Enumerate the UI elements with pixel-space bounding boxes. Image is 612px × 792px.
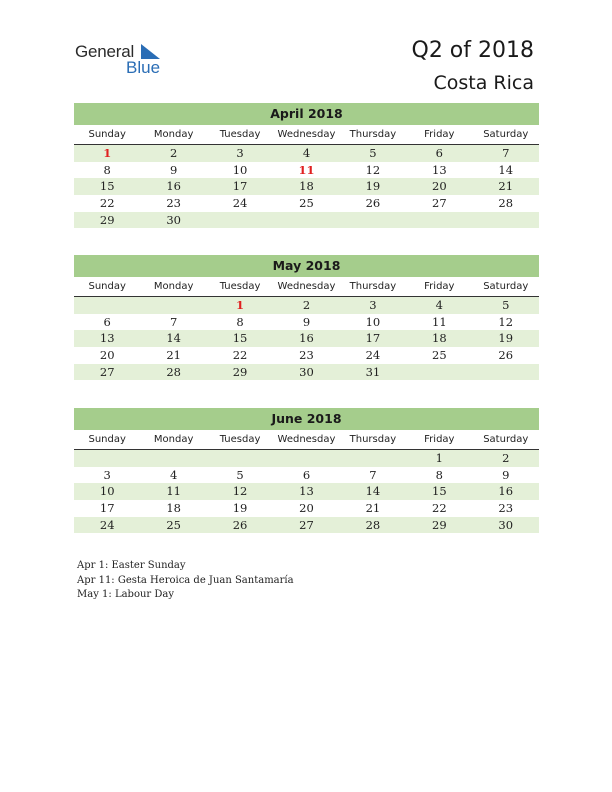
day-cell: 22	[99, 196, 115, 211]
holiday-note: Apr 11: Gesta Heroica de Juan Santamaría	[77, 574, 294, 586]
day-cell: 13	[299, 484, 314, 499]
weekday-label: Friday	[424, 129, 455, 140]
holiday-notes	[77, 559, 294, 603]
day-cell: 11	[298, 162, 315, 177]
brand-logo	[75, 42, 175, 82]
week-row	[74, 483, 539, 500]
month-title: June 2018	[74, 408, 539, 430]
day-cell: 19	[498, 331, 514, 346]
day-cell: 6	[302, 467, 311, 482]
page-subtitle: Costa Rica	[433, 72, 534, 94]
weekday-label: Saturday	[483, 129, 529, 140]
day-cell: 17	[99, 501, 115, 516]
day-cell: 10	[99, 484, 115, 499]
day-cell: 22	[432, 501, 447, 516]
day-cell: 4	[302, 146, 311, 160]
day-cell: 10	[232, 162, 248, 177]
day-cell: 28	[166, 364, 181, 379]
day-cell: 23	[498, 501, 514, 516]
day-cell: 24	[232, 196, 248, 211]
day-cell: 25	[432, 348, 447, 363]
day-cell: 27	[432, 196, 447, 211]
day-cell: 18	[299, 179, 314, 194]
day-cell: 5	[369, 146, 377, 160]
week-row	[74, 297, 539, 314]
day-cell: 24	[365, 348, 381, 363]
day-cell: 16	[498, 484, 514, 499]
day-cell: 13	[432, 162, 447, 177]
month-title: May 2018	[74, 255, 539, 277]
weekday-label: Wednesday	[277, 129, 336, 140]
weekday-header-row	[74, 430, 539, 450]
week-row	[74, 195, 539, 212]
weekday-label: Monday	[153, 129, 194, 140]
week-row	[74, 178, 539, 195]
day-cell: 30	[498, 517, 514, 532]
day-cell: 2	[502, 451, 510, 465]
day-cell: 21	[498, 179, 514, 194]
day-cell: 22	[232, 348, 248, 363]
day-cell: 26	[365, 196, 381, 211]
day-cell: 23	[166, 196, 181, 211]
month-calendar-june	[74, 408, 539, 533]
day-cell	[140, 450, 206, 467]
weekday-header-row	[74, 125, 539, 145]
day-cell: 19	[232, 501, 248, 516]
day-cell: 28	[365, 517, 381, 532]
day-cell: 8	[103, 162, 111, 177]
day-cell: 15	[232, 331, 248, 346]
holiday-note: May 1: Labour Day	[77, 589, 174, 600]
day-cell: 31	[365, 364, 381, 379]
weekday-label: Sunday	[88, 281, 126, 292]
weekday-label: Wednesday	[277, 281, 336, 292]
weeks-container	[74, 145, 539, 228]
day-cell: 20	[432, 179, 447, 194]
day-cell	[74, 450, 140, 467]
day-cell: 20	[299, 501, 314, 516]
page-title: Q2 of 2018	[411, 38, 534, 63]
brand-general-text: General	[75, 42, 135, 61]
week-row	[74, 347, 539, 364]
day-cell: 12	[365, 162, 381, 177]
day-cell	[273, 450, 339, 467]
day-cell: 17	[232, 179, 248, 194]
month-calendar-april	[74, 103, 539, 228]
weekday-label: Saturday	[483, 434, 529, 445]
weekday-header-row	[74, 277, 539, 297]
day-cell: 6	[103, 314, 111, 329]
day-cell: 27	[299, 517, 314, 532]
day-cell	[473, 364, 539, 381]
month-title: April 2018	[74, 103, 539, 125]
day-cell: 30	[299, 364, 314, 379]
weekday-label: Thursday	[349, 281, 397, 292]
weekday-label: Saturday	[483, 281, 529, 292]
weekday-label: Monday	[153, 281, 194, 292]
day-cell: 6	[435, 146, 443, 160]
weekday-label: Sunday	[88, 434, 126, 445]
day-cell	[406, 212, 472, 229]
day-cell	[140, 297, 206, 314]
day-cell: 14	[166, 331, 181, 346]
day-cell: 25	[299, 196, 314, 211]
day-cell: 3	[103, 467, 111, 482]
day-cell	[273, 212, 339, 229]
week-row	[74, 500, 539, 517]
day-cell: 12	[232, 484, 248, 499]
day-cell: 9	[169, 162, 178, 177]
day-cell	[406, 364, 472, 381]
day-cell: 29	[232, 364, 248, 379]
day-cell: 9	[502, 467, 510, 482]
day-cell: 25	[166, 517, 181, 532]
day-cell: 5	[502, 298, 510, 312]
weekday-label: Sunday	[88, 129, 126, 140]
day-cell: 29	[99, 212, 115, 227]
day-cell: 23	[299, 348, 314, 363]
day-cell: 8	[236, 314, 244, 329]
day-cell: 1	[103, 146, 112, 160]
day-cell: 5	[236, 467, 244, 482]
day-cell: 13	[99, 331, 115, 346]
day-cell: 30	[166, 212, 181, 227]
day-cell: 18	[432, 331, 447, 346]
day-cell: 2	[302, 298, 311, 312]
day-cell: 26	[232, 517, 248, 532]
day-cell: 11	[432, 314, 447, 329]
day-cell: 1	[435, 451, 443, 465]
day-cell: 24	[99, 517, 115, 532]
day-cell: 2	[169, 146, 178, 160]
day-cell: 16	[166, 179, 181, 194]
weekday-label: Monday	[153, 434, 194, 445]
day-cell: 21	[166, 348, 181, 363]
day-cell	[74, 297, 140, 314]
weekday-label: Friday	[424, 281, 455, 292]
day-cell: 14	[498, 162, 514, 177]
day-cell: 8	[435, 467, 443, 482]
day-cell: 18	[166, 501, 181, 516]
day-cell: 1	[236, 298, 245, 312]
day-cell: 4	[169, 467, 178, 482]
day-cell: 10	[365, 314, 381, 329]
day-cell: 29	[432, 517, 447, 532]
weeks-container	[74, 297, 539, 380]
weekday-label: Friday	[424, 434, 455, 445]
day-cell: 7	[169, 314, 178, 329]
day-cell	[340, 450, 406, 467]
day-cell: 16	[299, 331, 314, 346]
weekday-label: Wednesday	[277, 434, 336, 445]
day-cell: 15	[99, 179, 115, 194]
day-cell: 14	[365, 484, 381, 499]
day-cell: 4	[435, 298, 443, 312]
weekday-label: Tuesday	[219, 129, 261, 140]
day-cell: 15	[432, 484, 447, 499]
weekday-label: Tuesday	[219, 281, 261, 292]
day-cell: 27	[99, 364, 115, 379]
week-row	[74, 330, 539, 347]
week-row	[74, 450, 539, 467]
day-cell	[340, 212, 406, 229]
day-cell: 19	[365, 179, 381, 194]
day-cell	[207, 212, 273, 229]
weekday-label: Thursday	[349, 434, 397, 445]
day-cell: 3	[369, 298, 377, 312]
weekday-label: Thursday	[349, 129, 397, 140]
week-row	[74, 162, 539, 179]
day-cell	[473, 212, 539, 229]
day-cell: 28	[498, 196, 514, 211]
weekday-label: Tuesday	[219, 434, 261, 445]
week-row	[74, 314, 539, 331]
day-cell	[207, 450, 273, 467]
month-calendar-may	[74, 255, 539, 380]
week-row	[74, 212, 539, 229]
week-row	[74, 467, 539, 484]
day-cell: 21	[365, 501, 381, 516]
day-cell: 3	[236, 146, 244, 160]
day-cell: 20	[99, 348, 115, 363]
week-row	[74, 364, 539, 381]
day-cell: 11	[166, 484, 181, 499]
weeks-container	[74, 450, 539, 533]
day-cell: 7	[369, 467, 377, 482]
day-cell: 17	[365, 331, 381, 346]
day-cell: 7	[502, 146, 510, 160]
day-cell: 9	[302, 314, 311, 329]
holiday-note: Apr 1: Easter Sunday	[77, 560, 186, 571]
day-cell: 12	[498, 314, 514, 329]
brand-blue-text: Blue	[126, 58, 161, 77]
week-row	[74, 145, 539, 162]
week-row	[74, 517, 539, 534]
day-cell: 26	[498, 348, 514, 363]
